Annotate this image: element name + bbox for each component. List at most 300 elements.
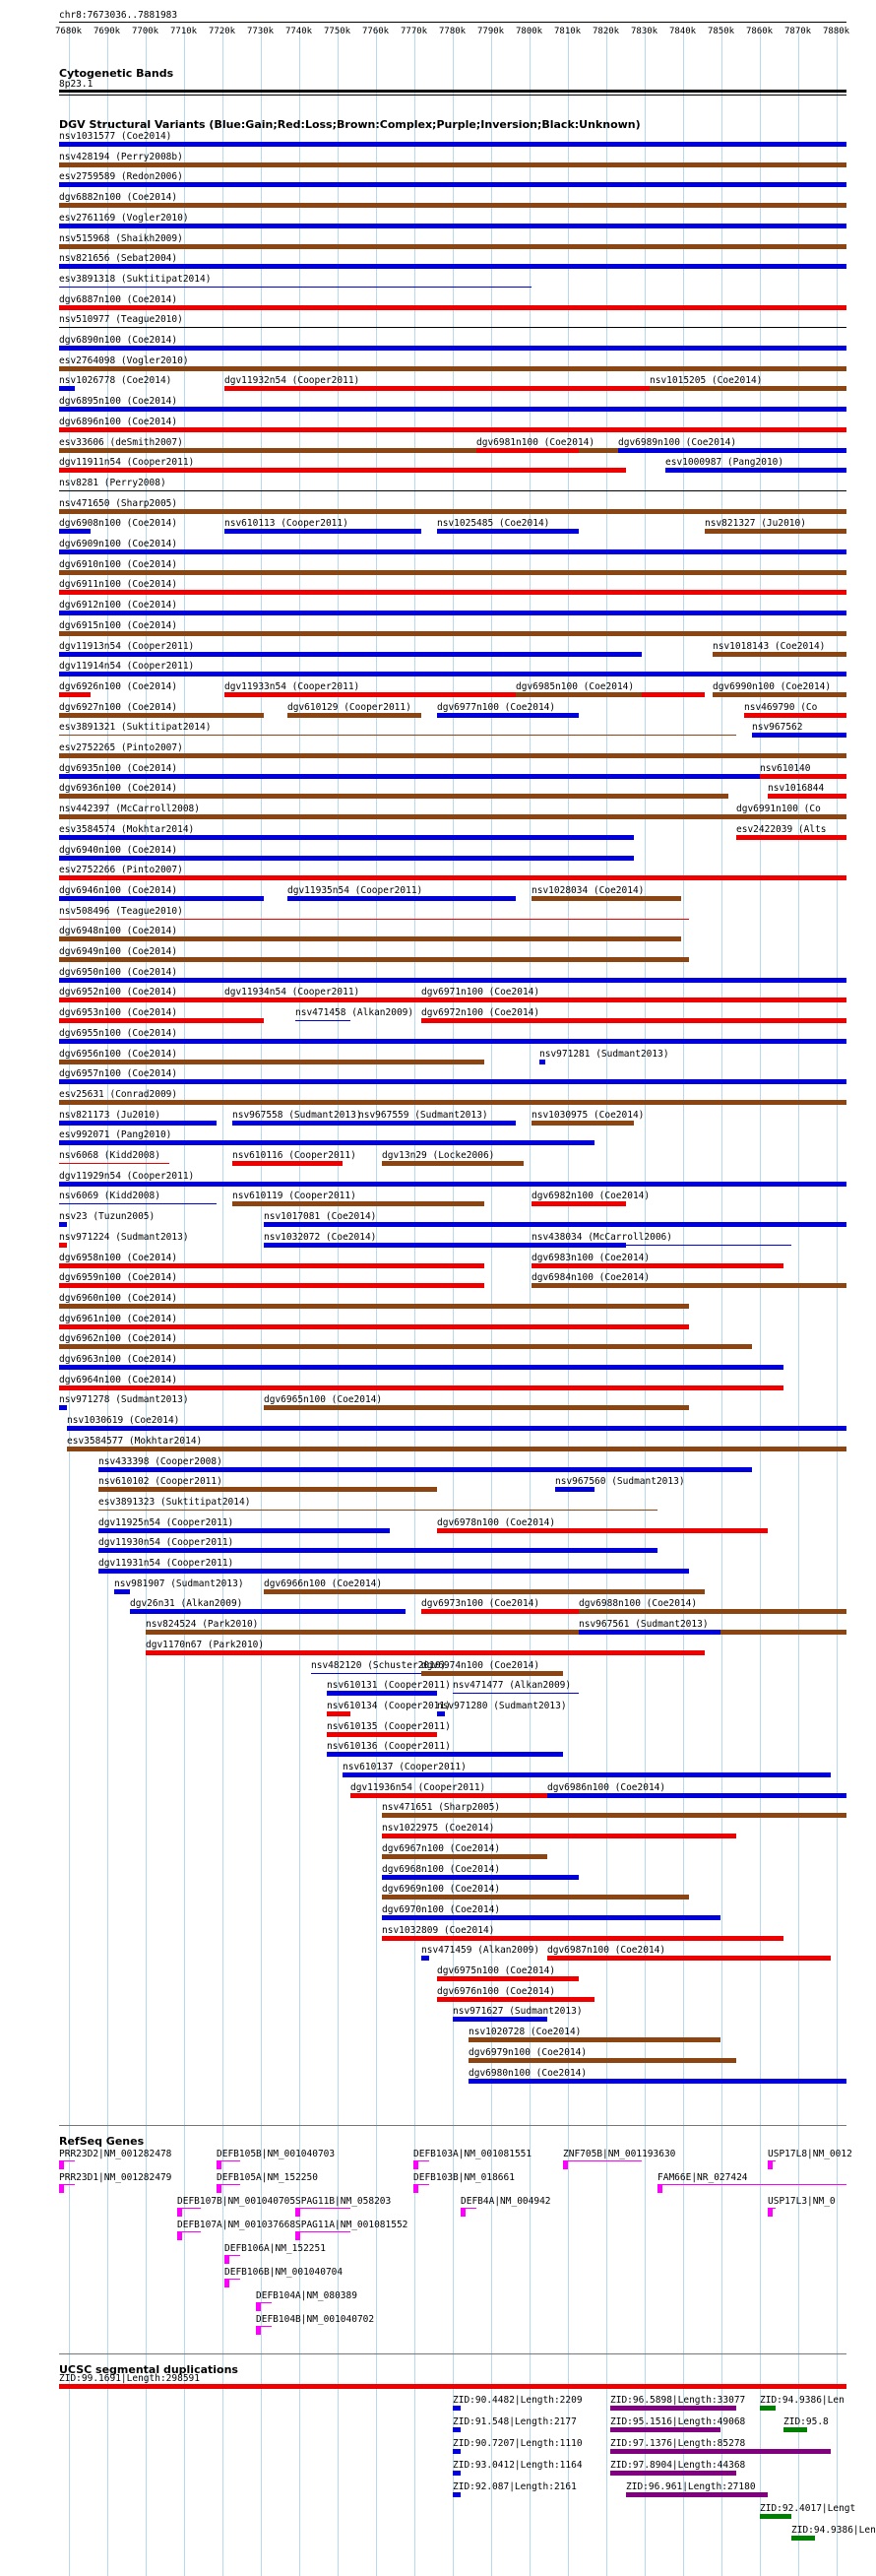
dgv-variant-label: dgv6974n100 (Coe2014) (421, 1659, 540, 1671)
gene-label: USP17L8|NM_0012 (768, 2149, 852, 2159)
dgv-variant-label: dgv6926n100 (Coe2014) (59, 680, 178, 692)
dgv-variant[interactable] (224, 998, 421, 1002)
ruler-tick-label: 7710k (170, 27, 198, 36)
gene-model[interactable] (224, 2255, 240, 2264)
dgv-variant-label: esv2764098 (Vogler2010) (59, 354, 189, 366)
dgv-variant-label: dgv6963n100 (Coe2014) (59, 1354, 178, 1365)
dgv-variant[interactable] (224, 529, 421, 534)
dgv-variant[interactable] (287, 896, 516, 901)
segdup-feature[interactable] (610, 2427, 720, 2432)
dgv-variant[interactable] (59, 936, 681, 941)
segdup-feature[interactable] (783, 2427, 807, 2432)
dgv-variant[interactable] (59, 1182, 846, 1187)
dgv-variant[interactable] (59, 1163, 169, 1164)
dgv-variant[interactable] (437, 1528, 768, 1533)
dgv-variant-label: dgv6895n100 (Coe2014) (59, 396, 178, 408)
dgv-variant[interactable] (59, 1079, 846, 1084)
gene-label: DEFB104B|NM_001040702 (256, 2314, 375, 2325)
dgv-variant[interactable] (59, 774, 783, 779)
gene-model[interactable] (59, 2160, 75, 2169)
dgv-variant[interactable] (59, 386, 75, 391)
dgv-variant[interactable] (343, 1772, 831, 1777)
segdup-feature[interactable] (791, 2536, 815, 2541)
dgv-variant-label: esv992071 (Pang2010) (59, 1129, 172, 1141)
segdup-feature[interactable] (760, 2514, 791, 2519)
cytoband-title: Cytogenetic Bands (59, 67, 174, 80)
dgv-variant-label: nsv610140 (760, 762, 811, 774)
gene-label: ZNF705B|NM_001193630 (563, 2149, 676, 2159)
dgv-variant-label: dgv6946n100 (Coe2014) (59, 884, 178, 896)
dgv-variant-label: nsv510977 (Teague2010) (59, 314, 183, 326)
gene-exon (217, 2160, 221, 2169)
dgv-variant-label: nsv967561 (Sudmant2013) (579, 1619, 709, 1631)
dgv-variant[interactable] (264, 1222, 846, 1227)
dgv-variant[interactable] (59, 856, 634, 861)
dgv-variant-label: dgv6977n100 (Coe2014) (437, 701, 556, 713)
dgv-variant[interactable] (469, 2037, 720, 2042)
dgv-variant[interactable] (146, 1650, 705, 1655)
dgv-variant[interactable] (736, 835, 846, 840)
dgv-variant[interactable] (59, 1304, 689, 1309)
dgv-variant[interactable] (98, 1548, 657, 1553)
dgv-variant[interactable] (453, 1693, 579, 1694)
dgv-variant[interactable] (59, 549, 846, 554)
gene-label: SPAG11A|NM_001081552 (295, 2220, 408, 2230)
gene-label: DEFB103B|NM_018661 (413, 2172, 515, 2183)
gene-exon (563, 2160, 568, 2169)
dgv-variant-label: nsv471477 (Alkan2009) (453, 1680, 572, 1692)
dgv-variant-label: esv2752266 (Pinto2007) (59, 865, 183, 876)
ruler-tick-label: 7810k (554, 27, 582, 36)
gene-model[interactable] (563, 2160, 642, 2169)
dgv-variant[interactable] (59, 735, 736, 736)
segdup-feature-label: ZID:96.961|Length:27180 (626, 2481, 756, 2492)
dgv-variant[interactable] (114, 1589, 130, 1594)
gene-model[interactable] (295, 2231, 350, 2240)
dgv-variant[interactable] (59, 835, 634, 840)
dgv-variant[interactable] (264, 1405, 689, 1410)
dgv-variant-label: dgv6910n100 (Coe2014) (59, 558, 178, 570)
dgv-variant[interactable] (532, 1263, 783, 1268)
dgv-variant-label: esv2422039 (Alts (736, 823, 827, 835)
dgv-variant-label: dgv6976n100 (Coe2014) (437, 1985, 556, 1997)
dgv-variant[interactable] (59, 162, 846, 167)
dgv-variant-label: dgv6975n100 (Coe2014) (437, 1965, 556, 1976)
dgv-variant-label: dgv6959n100 (Coe2014) (59, 1272, 178, 1284)
dgv-variant-label: dgv6952n100 (Coe2014) (59, 987, 178, 998)
dgv-variant-label: esv33606 (deSmith2007) (59, 436, 183, 448)
gene-model[interactable] (461, 2208, 476, 2217)
dgv-variant[interactable] (437, 713, 579, 718)
dgv-variant-label: dgv6965n100 (Coe2014) (264, 1394, 383, 1406)
dgv-variant-label: dgv26n31 (Alkan2009) (130, 1598, 243, 1610)
track-separator (59, 2353, 846, 2354)
dgv-variant[interactable] (382, 1813, 846, 1818)
gene-model[interactable] (224, 2279, 240, 2287)
segdup-feature-label: ZID:90.4482|Length:2209 (453, 2395, 583, 2406)
cytoband-bar[interactable] (59, 90, 846, 93)
dgv-variant[interactable] (618, 448, 846, 453)
dgv-variant[interactable] (59, 1140, 594, 1145)
ruler-tick-label: 7880k (823, 27, 850, 36)
dgv-variant[interactable] (736, 814, 846, 819)
dgv-variant[interactable] (421, 1956, 429, 1961)
dgv-variant-label: nsv515968 (Shaikh2009) (59, 232, 183, 244)
dgv-variant[interactable] (421, 1609, 579, 1614)
segdup-feature-label: ZID:97.1376|Length:85278 (610, 2438, 746, 2449)
dgv-variant[interactable] (59, 1039, 846, 1044)
dgv-variant[interactable] (59, 1060, 484, 1064)
dgv-variant[interactable] (59, 1263, 484, 1268)
dgv-variant[interactable] (311, 1673, 421, 1674)
dgv-variant[interactable] (59, 327, 846, 328)
gene-exon (657, 2184, 662, 2193)
gene-exon (295, 2208, 300, 2217)
segdup-feature-label: ZID:90.7207|Length:1110 (453, 2438, 583, 2449)
dgv-variant[interactable] (224, 386, 665, 391)
dgv-variant[interactable] (437, 529, 579, 534)
dgv-variant[interactable] (382, 1895, 689, 1900)
dgv-variant[interactable] (713, 692, 846, 697)
dgv-variant[interactable] (59, 203, 846, 208)
dgv-variant[interactable] (59, 142, 846, 147)
dgv-variant[interactable] (59, 590, 846, 595)
dgv-variant[interactable] (760, 774, 846, 779)
dgv-variant[interactable] (59, 713, 264, 718)
dgv-variant[interactable] (555, 1487, 594, 1492)
dgv-variant[interactable] (382, 1875, 579, 1880)
track-separator (59, 2125, 846, 2126)
dgv-variant[interactable] (59, 1283, 484, 1288)
dgv-variant[interactable] (98, 1467, 752, 1472)
dgv-variant[interactable] (547, 1956, 831, 1961)
dgv-variant[interactable] (67, 1426, 846, 1431)
segdup-feature-label: ZID:91.548|Length:2177 (453, 2416, 577, 2427)
dgv-variant-label: nsv610137 (Cooper2011) (343, 1762, 467, 1772)
dgv-variant-label: nsv971224 (Sudmant2013) (59, 1231, 189, 1243)
dgv-variant[interactable] (59, 490, 846, 491)
segdup-feature-label: ZID:92.4017|Lengt (760, 2503, 856, 2514)
dgv-variant-label: dgv6967n100 (Coe2014) (382, 1842, 501, 1854)
dgv-variant-label: nsv821656 (Sebat2004) (59, 253, 178, 265)
dgv-variant-label: nsv610116 (Cooper2011) (232, 1150, 356, 1161)
dgv-variant[interactable] (532, 896, 681, 901)
gene-label: SPAG11B|NM_058203 (295, 2196, 392, 2207)
dgv-variant[interactable] (59, 529, 91, 534)
segdup-feature-label: ZID:94.9386|Len (760, 2395, 845, 2406)
dgv-variant[interactable] (705, 529, 846, 534)
dgv-variant-label: dgv6985n100 (Coe2014) (516, 680, 635, 692)
dgv-variant[interactable] (59, 611, 846, 615)
dgv-variant-label: nsv971280 (Sudmant2013) (437, 1700, 567, 1711)
dgv-variant[interactable] (516, 692, 642, 697)
dgv-variant[interactable] (421, 1671, 563, 1676)
dgv-variant-label: nsv821173 (Ju2010) (59, 1109, 160, 1121)
dgv-variant-label: nsv471459 (Alkan2009) (421, 1945, 540, 1957)
dgv-variant[interactable] (59, 794, 728, 799)
dgv-variant-label: dgv6991n100 (Co (736, 804, 821, 815)
dgv-variant[interactable] (532, 1283, 846, 1288)
gene-label: DEFB103A|NM_001081551 (413, 2149, 532, 2159)
dgv-variant[interactable] (59, 1324, 689, 1329)
dgv-variant[interactable] (532, 1245, 791, 1246)
dgv-variant-label: dgv6990n100 (Coe2014) (713, 680, 832, 692)
dgv-variant[interactable] (59, 1222, 67, 1227)
gene-model[interactable] (768, 2160, 776, 2169)
dgv-variant-label: dgv6987n100 (Coe2014) (547, 1945, 666, 1957)
dgv-variant[interactable] (98, 1569, 689, 1574)
dgv-variant[interactable] (232, 1161, 343, 1166)
dgv-variant[interactable] (59, 509, 846, 514)
dgv-variant[interactable] (146, 1630, 846, 1635)
gene-label: USP17L3|NM_0 (768, 2196, 836, 2207)
dgv-variant[interactable] (59, 407, 846, 412)
cytoband-bar-line (59, 95, 846, 96)
gene-model[interactable] (177, 2231, 201, 2240)
gene-model[interactable] (59, 2184, 75, 2193)
segdup-feature[interactable] (453, 2471, 461, 2476)
dgv-variant[interactable] (382, 1161, 524, 1166)
gene-model[interactable] (295, 2208, 350, 2217)
dgv-variant[interactable] (579, 1630, 720, 1635)
dgv-variant-label: dgv6927n100 (Coe2014) (59, 701, 178, 713)
dgv-variant[interactable] (59, 366, 846, 371)
dgv-variant[interactable] (437, 1711, 445, 1716)
segdup-feature[interactable] (453, 2406, 461, 2411)
dgv-variant[interactable] (539, 1060, 545, 1064)
gene-model[interactable] (256, 2302, 272, 2311)
gene-model[interactable] (413, 2160, 429, 2169)
dgv-variant-label: dgv6957n100 (Coe2014) (59, 1068, 178, 1080)
dgv-variant[interactable] (59, 346, 846, 351)
dgv-variant[interactable] (579, 1609, 846, 1614)
segdup-feature[interactable] (610, 2449, 831, 2454)
dgv-variant[interactable] (59, 875, 846, 880)
dgv-variant[interactable] (59, 814, 846, 819)
dgv-variant[interactable] (232, 1201, 484, 1206)
gene-label: DEFB105B|NM_001040703 (217, 2149, 336, 2159)
dgv-variant[interactable] (327, 1752, 563, 1757)
dgv-variant[interactable] (59, 244, 846, 249)
ruler-tick-label: 7800k (516, 27, 543, 36)
dgv-variant-label: nsv471458 (Alkan2009) (295, 1007, 414, 1019)
dgv-variant[interactable] (382, 1854, 547, 1859)
dgv-variant[interactable] (453, 2017, 547, 2022)
dgv-variant-label: nsv1030619 (Coe2014) (67, 1415, 180, 1427)
dgv-variant[interactable] (232, 1121, 358, 1126)
gene-label: DEFB105A|NM_152250 (217, 2172, 318, 2183)
dgv-variant[interactable] (59, 427, 846, 432)
dgv-variant[interactable] (59, 287, 532, 288)
dgv-variant-label: dgv6935n100 (Coe2014) (59, 762, 178, 774)
dgv-variant-label: nsv428194 (Perry2008b) (59, 151, 183, 162)
dgv-variant-label: dgv6980n100 (Coe2014) (469, 2067, 588, 2079)
dgv-variant[interactable] (59, 264, 846, 269)
dgv-variant[interactable] (59, 631, 846, 636)
dgv-variant[interactable] (713, 652, 846, 657)
segdup-feature-label: ZID:95.1516|Length:49068 (610, 2416, 746, 2427)
dgv-variant[interactable] (358, 1121, 516, 1126)
dgv-variant[interactable] (382, 1834, 736, 1838)
dgv-variant[interactable] (469, 2058, 736, 2063)
gene-model[interactable] (217, 2184, 240, 2193)
dgv-variant[interactable] (327, 1732, 437, 1737)
dgv-variant[interactable] (59, 1121, 217, 1126)
dgv-variant-label: dgv6966n100 (Coe2014) (264, 1578, 383, 1589)
gene-exon (177, 2231, 182, 2240)
dgv-variant[interactable] (295, 1020, 350, 1021)
segdup-feature[interactable] (610, 2471, 736, 2476)
dgv-variant[interactable] (59, 1100, 846, 1105)
dgv-variant[interactable] (59, 652, 642, 657)
dgv-variant[interactable] (469, 2079, 846, 2084)
ruler-tick-label: 7770k (401, 27, 428, 36)
dgv-variant-label: dgv1170n67 (Park2010) (146, 1639, 265, 1650)
dgv-variant[interactable] (59, 305, 846, 310)
dgv-variant[interactable] (382, 1915, 720, 1920)
dgv-variant[interactable] (744, 713, 846, 718)
dgv-variant[interactable] (59, 1243, 67, 1248)
dgv-variant[interactable] (264, 1589, 705, 1594)
dgv-variant[interactable] (98, 1510, 657, 1511)
dgv-variant-label: nsv610135 (Cooper2011) (327, 1720, 451, 1732)
dgv-variant[interactable] (437, 1997, 594, 2002)
dgv-variant[interactable] (98, 1528, 390, 1533)
dgv-variant[interactable] (532, 1201, 626, 1206)
dgv-variant[interactable] (532, 1121, 634, 1126)
dgv-variant-label: nsv824524 (Park2010) (146, 1619, 259, 1631)
dgv-variant[interactable] (59, 224, 846, 228)
dgv-variant[interactable] (59, 919, 689, 920)
dgv-variant-label: nsv971278 (Sudmant2013) (59, 1394, 189, 1406)
segdup-feature[interactable] (610, 2406, 736, 2411)
segdup-feature[interactable] (453, 2427, 461, 2432)
dgv-variant-label: dgv6912n100 (Coe2014) (59, 600, 178, 612)
ruler-tick-label: 7840k (669, 27, 697, 36)
dgv-variant[interactable] (650, 386, 846, 391)
dgv-variant-label: nsv1022975 (Coe2014) (382, 1823, 495, 1835)
dgv-variant[interactable] (421, 1018, 846, 1023)
segdup-feature-label: ZID:99.1691|Length:298591 (59, 2373, 200, 2384)
dgv-variant[interactable] (287, 713, 421, 718)
dgv-variant-label: nsv8281 (Perry2008) (59, 477, 166, 488)
dgv-variant[interactable] (59, 957, 689, 962)
dgv-variant[interactable] (59, 692, 91, 697)
dgv-variant[interactable] (59, 753, 846, 758)
dgv-variant-label: dgv6973n100 (Coe2014) (421, 1598, 540, 1610)
dgv-variant-label: nsv482120 (Schuster2010) (311, 1659, 447, 1671)
ruler-tick-label: 7820k (593, 27, 620, 36)
dgv-variant-label: dgv6986n100 (Coe2014) (547, 1781, 666, 1793)
gene-model[interactable] (256, 2326, 272, 2335)
dgv-variant[interactable] (59, 182, 846, 187)
dgv-variant[interactable] (59, 1344, 752, 1349)
dgv-variant-label: dgv6956n100 (Coe2014) (59, 1048, 178, 1060)
segdup-feature-label: ZID:94.9386|Len (791, 2525, 876, 2536)
refseq-track-title: RefSeq Genes (59, 2135, 145, 2148)
dgv-variant-label: dgv11911n54 (Cooper2011) (59, 457, 195, 469)
dgv-variant[interactable] (59, 672, 846, 676)
dgv-variant-label: dgv6909n100 (Coe2014) (59, 539, 178, 549)
dgv-variant[interactable] (59, 468, 626, 473)
dgv-variant-label: nsv967560 (Sudmant2013) (555, 1476, 685, 1488)
dgv-variant[interactable] (67, 1447, 846, 1451)
dgv-variant-label: dgv6989n100 (Coe2014) (618, 436, 737, 448)
dgv-variant[interactable] (59, 1385, 783, 1390)
dgv-variant-label: nsv508496 (Teague2010) (59, 905, 183, 917)
segdup-feature-label: ZID:95.8 (783, 2416, 829, 2427)
gene-exon (768, 2160, 773, 2169)
dgv-variant[interactable] (130, 1609, 406, 1614)
dgv-variant[interactable] (59, 1405, 67, 1410)
dgv-variant[interactable] (752, 733, 846, 738)
dgv-variant[interactable] (382, 1936, 783, 1941)
dgv-variant[interactable] (327, 1711, 350, 1716)
dgv-variant[interactable] (59, 978, 846, 983)
gene-model[interactable] (657, 2184, 846, 2193)
dgv-variant[interactable] (98, 1487, 437, 1492)
dgv-variant-label: dgv6982n100 (Coe2014) (532, 1191, 651, 1202)
dgv-variant-label: esv3891318 (Suktitipat2014) (59, 273, 212, 285)
cytoband-label: 8p23.1 (59, 79, 94, 90)
dgv-variant[interactable] (59, 1018, 264, 1023)
dgv-variant[interactable] (768, 794, 846, 799)
segdup-feature[interactable] (760, 2406, 776, 2411)
segdup-feature[interactable] (626, 2492, 768, 2497)
dgv-variant-label: nsv442397 (McCarroll2008) (59, 804, 200, 815)
gene-exon (295, 2231, 300, 2240)
segdup-feature[interactable] (453, 2449, 461, 2454)
segdup-feature-label: ZID:92.087|Length:2161 (453, 2481, 577, 2492)
dgv-variant[interactable] (59, 1365, 783, 1370)
dgv-variant-label: dgv6978n100 (Coe2014) (437, 1516, 556, 1528)
dgv-variant[interactable] (421, 998, 610, 1002)
gene-exon (256, 2326, 261, 2335)
segdup-feature[interactable] (59, 2384, 846, 2389)
dgv-variant[interactable] (327, 1691, 437, 1696)
dgv-variant-label: dgv6953n100 (Coe2014) (59, 1007, 178, 1019)
dgv-variant[interactable] (547, 1793, 846, 1798)
dgv-variant-label: nsv471651 (Sharp2005) (382, 1802, 501, 1814)
gene-model[interactable] (217, 2160, 240, 2169)
gene-model[interactable] (177, 2208, 201, 2217)
dgv-variant-label: dgv6936n100 (Coe2014) (59, 783, 178, 795)
dgv-variant-label: dgv6981n100 (Coe2014) (476, 436, 595, 448)
dgv-variant[interactable] (59, 1203, 217, 1204)
gene-model[interactable] (768, 2208, 776, 2217)
dgv-variant[interactable] (59, 570, 846, 575)
dgv-variant-label: dgv11934n54 (Cooper2011) (224, 987, 360, 998)
dgv-variant-label: dgv6984n100 (Coe2014) (532, 1272, 651, 1284)
dgv-variant[interactable] (665, 468, 846, 473)
dgv-variant-label: nsv1016844 (768, 783, 825, 795)
dgv-variant-label: dgv6955n100 (Coe2014) (59, 1027, 178, 1039)
dgv-variant-label: dgv6962n100 (Coe2014) (59, 1333, 178, 1345)
dgv-variant-label: nsv6068 (Kidd2008) (59, 1150, 160, 1161)
dgv-variant[interactable] (476, 448, 579, 453)
dgv-variant[interactable] (59, 896, 264, 901)
dgv-variant-label: dgv6896n100 (Coe2014) (59, 416, 178, 427)
dgv-variant-label: dgv6958n100 (Coe2014) (59, 1252, 178, 1263)
segdup-feature[interactable] (453, 2492, 461, 2497)
dgv-variant[interactable] (437, 1976, 579, 1981)
dgv-variant-label: nsv6069 (Kidd2008) (59, 1191, 160, 1202)
gene-model[interactable] (413, 2184, 429, 2193)
dgv-variant-label: nsv1025485 (Coe2014) (437, 518, 550, 530)
dgv-variant-label: nsv981907 (Sudmant2013) (114, 1578, 244, 1589)
dgv-variant-label: dgv6908n100 (Coe2014) (59, 518, 178, 530)
ruler-tick-label: 7740k (285, 27, 313, 36)
